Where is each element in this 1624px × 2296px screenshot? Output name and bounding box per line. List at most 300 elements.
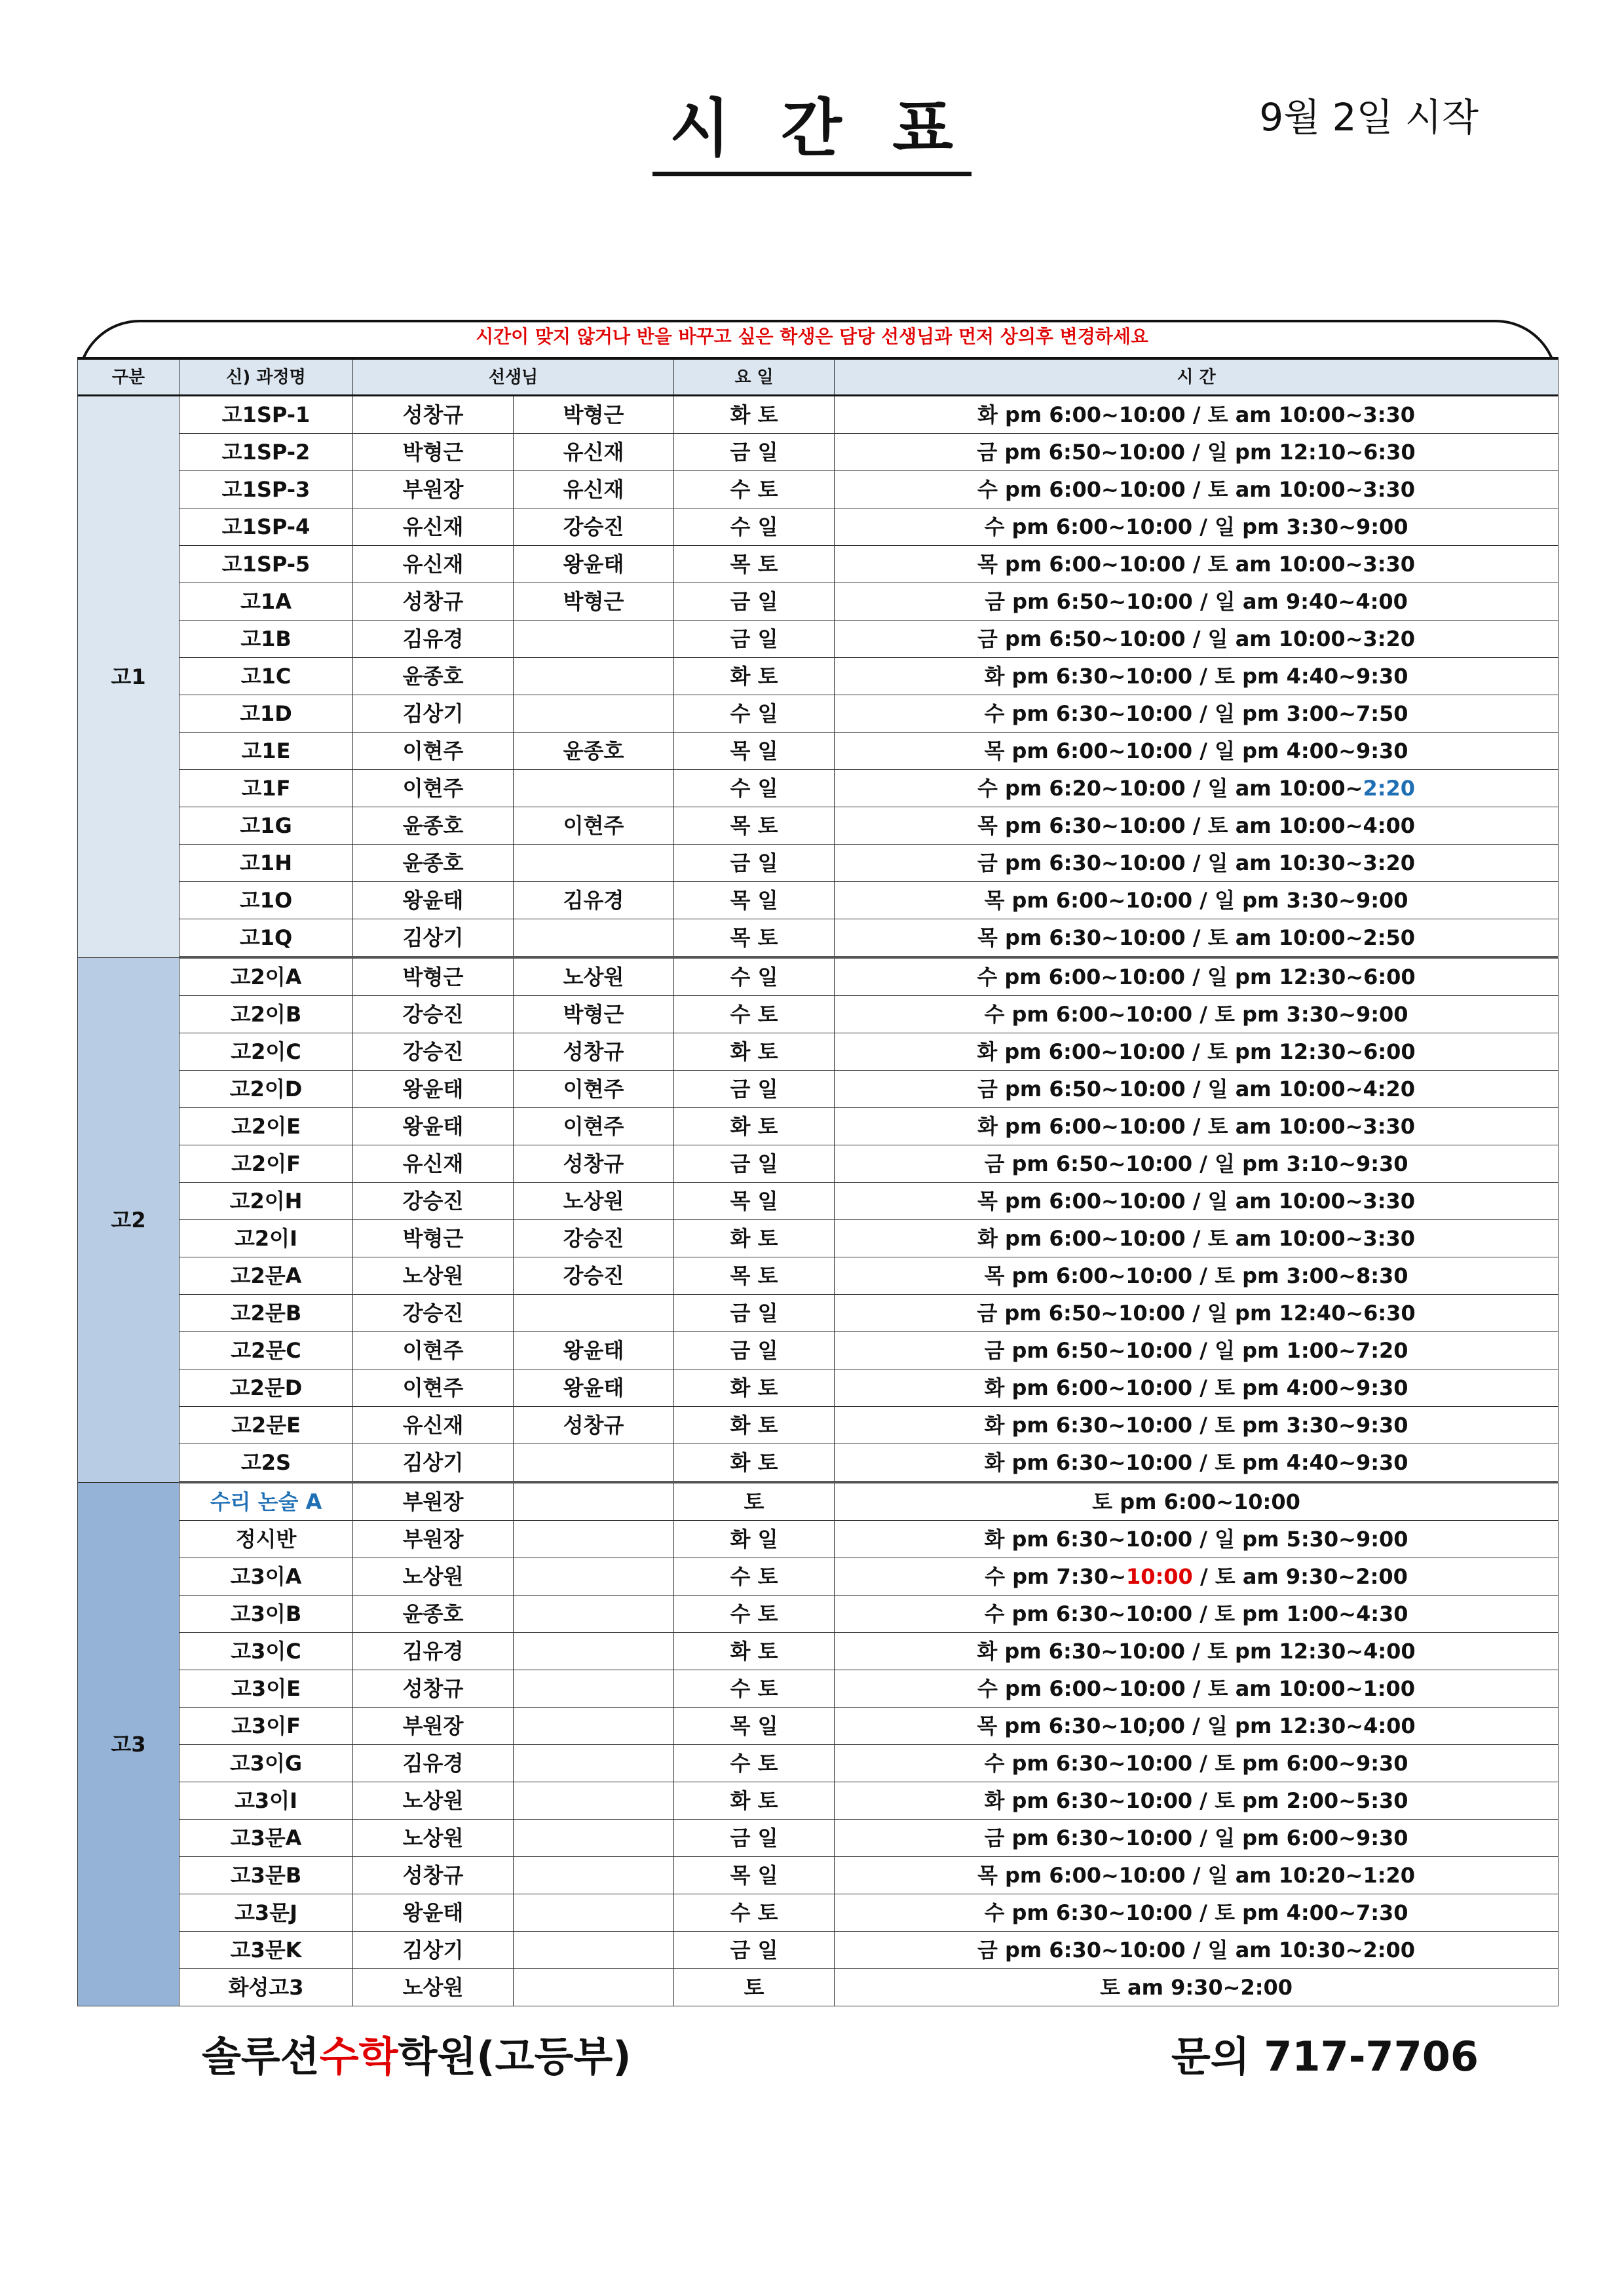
- time-text: 화 pm 6:00~10:00 / 토 pm 4:00~9:30: [984, 1375, 1408, 1400]
- teacher-1-cell: 부원장: [353, 1708, 514, 1745]
- days-cell: 금 일: [674, 845, 835, 882]
- table-row: [78, 845, 1558, 882]
- days-cell: 금 일: [674, 1332, 835, 1369]
- course-cell: 고1SP-4: [179, 508, 353, 546]
- teacher-1-cell: 왕윤태: [353, 882, 514, 919]
- header-days: 요 일: [674, 358, 835, 396]
- teacher-1-cell: 왕윤태: [353, 1071, 514, 1108]
- days-cell: 화 토: [674, 396, 835, 434]
- time-cell: [835, 1782, 1558, 1820]
- time-cell: [835, 396, 1558, 434]
- days-cell: 화 토: [674, 1220, 835, 1257]
- course-cell: 고1G: [179, 807, 353, 845]
- time-cell: [835, 1145, 1558, 1183]
- time-cell: [835, 1670, 1558, 1708]
- time-text: 목 pm 6:30~10;00 / 일 pm 12:30~4:00: [977, 1713, 1416, 1738]
- teacher-2-cell: [514, 1932, 674, 1969]
- course-cell: 고1F: [179, 770, 353, 807]
- course-cell: 고3문J: [179, 1894, 353, 1932]
- teacher-1-cell: 강승진: [353, 1295, 514, 1332]
- time-text: 금 pm 6:30~10:00 / 일 am 10:30~2:00: [977, 1938, 1416, 1962]
- time-cell: [835, 1745, 1558, 1782]
- days-cell: 금 일: [674, 583, 835, 621]
- time-text-rest: / 토 am 9:30~2:00: [1192, 1564, 1408, 1589]
- table-row: [78, 1444, 1558, 1483]
- course-cell: 고2문C: [179, 1332, 353, 1369]
- time-cell: [835, 1633, 1558, 1670]
- time-cell: [835, 845, 1558, 882]
- teacher-1-cell: 김상기: [353, 919, 514, 958]
- teacher-1-cell: 이현주: [353, 1369, 514, 1407]
- time-text: 금 pm 6:50~10:00 / 일 pm 3:10~9:30: [984, 1151, 1408, 1176]
- time-text: 금 pm 6:30~10:00 / 일 am 10:30~3:20: [977, 851, 1416, 875]
- table-row: [78, 1708, 1558, 1745]
- time-cell: [835, 919, 1558, 958]
- teacher-2-cell: 유신재: [514, 434, 674, 471]
- days-cell: 화 토: [674, 1633, 835, 1670]
- days-cell: 목 토: [674, 546, 835, 583]
- time-text: 금 pm 6:50~10:00 / 일 am 10:00~3:20: [977, 626, 1416, 651]
- teacher-2-cell: 왕윤태: [514, 1369, 674, 1407]
- days-cell: 수 토: [674, 1596, 835, 1633]
- time-cell: [835, 1932, 1558, 1969]
- time-cell: [835, 658, 1558, 695]
- teacher-2-cell: [514, 695, 674, 733]
- table-row: [78, 1596, 1558, 1633]
- teacher-1-cell: 왕윤태: [353, 1108, 514, 1145]
- course-cell: 고1Q: [179, 919, 353, 958]
- time-text: 화 pm 6:30~10:00 / 토 pm 2:00~5:30: [984, 1788, 1408, 1813]
- table-row: [78, 807, 1558, 845]
- teacher-2-cell: [514, 1295, 674, 1332]
- course-cell: 고3이G: [179, 1745, 353, 1782]
- time-cell: [835, 1894, 1558, 1932]
- academy-name-highlight: 수학: [319, 2033, 398, 2080]
- teacher-2-cell: [514, 1745, 674, 1782]
- time-text: 수 pm 6:30~10:00 / 토 pm 6:00~9:30: [984, 1751, 1408, 1776]
- table-row: [78, 1857, 1558, 1894]
- course-cell: 고1SP-5: [179, 546, 353, 583]
- table-row: [78, 1633, 1558, 1670]
- time-cell: [835, 1596, 1558, 1633]
- time-text: 화 pm 6:30~10:00 / 토 pm 4:40~9:30: [984, 664, 1408, 689]
- course-cell: 수리 논술 A: [179, 1482, 353, 1521]
- academy-name-post: 학원(고등부): [398, 2033, 632, 2080]
- teacher-1-cell: 윤종호: [353, 845, 514, 882]
- table-row: [78, 1183, 1558, 1220]
- table-row: [78, 996, 1558, 1033]
- course-cell: 고2이C: [179, 1033, 353, 1071]
- time-cell: [835, 1183, 1558, 1220]
- days-cell: 수 토: [674, 1670, 835, 1708]
- course-cell: 고2이B: [179, 996, 353, 1033]
- days-cell: 수 토: [674, 996, 835, 1033]
- days-cell: 화 토: [674, 1782, 835, 1820]
- time-cell: [835, 621, 1558, 658]
- teacher-1-cell: 유신재: [353, 508, 514, 546]
- time-cell: [835, 471, 1558, 508]
- table-row: [78, 396, 1558, 434]
- table-row: [78, 1820, 1558, 1857]
- teacher-2-cell: [514, 1782, 674, 1820]
- days-cell: 목 토: [674, 1257, 835, 1295]
- teacher-1-cell: 성창규: [353, 1857, 514, 1894]
- teacher-1-cell: 유신재: [353, 1407, 514, 1444]
- time-text: 금 pm 6:50~10:00 / 일 am 10:00~4:20: [977, 1077, 1416, 1101]
- table-row: [78, 1369, 1558, 1407]
- table-row: [78, 1145, 1558, 1183]
- time-cell: [835, 996, 1558, 1033]
- time-text: 수 pm 6:00~10:00 / 일 pm 3:30~9:00: [984, 514, 1408, 539]
- teacher-2-cell: [514, 1857, 674, 1894]
- time-text: 화 pm 6:00~10:00 / 토 am 10:00~3:30: [977, 1226, 1416, 1251]
- days-cell: 목 일: [674, 1857, 835, 1894]
- time-text: 수 pm 6:00~10:00 / 일 pm 12:30~6:00: [977, 965, 1416, 989]
- days-cell: 화 토: [674, 1444, 835, 1483]
- days-cell: 금 일: [674, 1071, 835, 1108]
- course-cell: 고1A: [179, 583, 353, 621]
- days-cell: 목 토: [674, 807, 835, 845]
- teacher-2-cell: [514, 1482, 674, 1521]
- header-course: 신) 과정명: [179, 358, 353, 396]
- table-row: [78, 1220, 1558, 1257]
- teacher-2-cell: 이현주: [514, 1071, 674, 1108]
- teacher-2-cell: [514, 1708, 674, 1745]
- teacher-2-cell: 이현주: [514, 807, 674, 845]
- table-row: [78, 1071, 1558, 1108]
- table-row: [78, 1969, 1558, 2006]
- days-cell: 목 일: [674, 733, 835, 770]
- table-row: [78, 1894, 1558, 1932]
- time-text: 수 pm 6:30~10:00 / 토 pm 1:00~4:30: [984, 1601, 1408, 1626]
- time-highlight: 10:00: [1125, 1564, 1193, 1589]
- teacher-1-cell: 김유경: [353, 621, 514, 658]
- table-row: [78, 471, 1558, 508]
- days-cell: 목 토: [674, 919, 835, 958]
- days-cell: 수 일: [674, 957, 835, 996]
- time-text: 목 pm 6:00~10:00 / 일 am 10:00~3:30: [977, 1189, 1416, 1214]
- time-text: 수 pm 6:20~10:00 / 일 am 10:00~: [977, 776, 1363, 801]
- days-cell: 토: [674, 1482, 835, 1521]
- teacher-1-cell: 성창규: [353, 396, 514, 434]
- course-cell: 고1E: [179, 733, 353, 770]
- course-cell: 고1SP-1: [179, 396, 353, 434]
- time-cell: [835, 1220, 1558, 1257]
- teacher-2-cell: [514, 845, 674, 882]
- timetable-body: [78, 396, 1558, 2006]
- teacher-2-cell: 김유경: [514, 882, 674, 919]
- time-cell: [835, 882, 1558, 919]
- days-cell: 목 일: [674, 882, 835, 919]
- course-cell: 고2이H: [179, 1183, 353, 1220]
- teacher-2-cell: 노상원: [514, 1183, 674, 1220]
- days-cell: 화 일: [674, 1521, 835, 1558]
- course-cell: 고3문A: [179, 1820, 353, 1857]
- time-text: 목 pm 6:00~10:00 / 일 am 10:20~1:20: [977, 1863, 1416, 1888]
- table-row: [78, 1033, 1558, 1071]
- table-row: [78, 583, 1558, 621]
- time-text: 토 am 9:30~2:00: [1099, 1975, 1293, 2000]
- teacher-1-cell: 노상원: [353, 1782, 514, 1820]
- time-cell: [835, 1257, 1558, 1295]
- teacher-1-cell: 노상원: [353, 1820, 514, 1857]
- table-row: [78, 733, 1558, 770]
- time-text: 목 pm 6:30~10:00 / 토 am 10:00~4:00: [977, 813, 1416, 838]
- time-cell: [835, 1071, 1558, 1108]
- course-cell: 고2이A: [179, 957, 353, 996]
- table-row: [78, 1745, 1558, 1782]
- grade-label: 고3: [78, 1482, 179, 2006]
- teacher-1-cell: 노상원: [353, 1257, 514, 1295]
- time-cell: [835, 957, 1558, 996]
- table-row: [78, 882, 1558, 919]
- course-cell: 고3이E: [179, 1670, 353, 1708]
- teacher-1-cell: 노상원: [353, 1558, 514, 1596]
- course-cell: 고3이F: [179, 1708, 353, 1745]
- time-cell: [835, 434, 1558, 471]
- teacher-2-cell: 유신재: [514, 471, 674, 508]
- teacher-2-cell: 박형근: [514, 396, 674, 434]
- course-cell: 고3이I: [179, 1782, 353, 1820]
- time-text: 수 pm 6:00~10:00 / 토 pm 3:30~9:00: [984, 1002, 1408, 1027]
- table-row: [78, 1407, 1558, 1444]
- teacher-1-cell: 윤종호: [353, 1596, 514, 1633]
- course-cell: 고3이C: [179, 1633, 353, 1670]
- teacher-1-cell: 부원장: [353, 1521, 514, 1558]
- grade-label: 고1: [78, 396, 179, 958]
- grade-label: 고2: [78, 957, 179, 1482]
- teacher-1-cell: 박형근: [353, 1220, 514, 1257]
- teacher-1-cell: 유신재: [353, 546, 514, 583]
- days-cell: 화 토: [674, 1369, 835, 1407]
- teacher-1-cell: 김상기: [353, 1932, 514, 1969]
- days-cell: 금 일: [674, 1932, 835, 1969]
- time-cell: [835, 1332, 1558, 1369]
- teacher-2-cell: [514, 1444, 674, 1483]
- time-text: 화 pm 6:30~10:00 / 일 pm 5:30~9:00: [984, 1527, 1408, 1552]
- time-text: 목 pm 6:30~10:00 / 토 am 10:00~2:50: [977, 925, 1416, 950]
- time-text: 금 pm 6:50~10:00 / 일 pm 12:10~6:30: [977, 440, 1416, 465]
- teacher-2-cell: [514, 1558, 674, 1596]
- teacher-2-cell: [514, 1521, 674, 1558]
- time-text: 화 pm 6:00~10:00 / 토 am 10:00~3:30: [977, 1114, 1416, 1139]
- time-text: 수 pm 6:00~10:00 / 토 am 10:00~3:30: [977, 477, 1416, 502]
- course-cell: 고1B: [179, 621, 353, 658]
- days-cell: 수 토: [674, 1745, 835, 1782]
- contact-phone: 문의 717-7706: [1171, 2033, 1479, 2080]
- course-cell: 고3이A: [179, 1558, 353, 1596]
- days-cell: 수 토: [674, 471, 835, 508]
- time-cell: [835, 770, 1558, 807]
- teacher-2-cell: 강승진: [514, 1220, 674, 1257]
- time-text: 화 pm 6:00~10:00 / 토 am 10:00~3:30: [977, 402, 1416, 427]
- teacher-2-cell: [514, 1670, 674, 1708]
- teacher-1-cell: 이현주: [353, 733, 514, 770]
- table-row: [78, 1295, 1558, 1332]
- time-text: 수 pm 6:30~10:00 / 토 pm 4:00~7:30: [984, 1900, 1408, 1925]
- teacher-1-cell: 강승진: [353, 996, 514, 1033]
- teacher-1-cell: 부원장: [353, 1482, 514, 1521]
- teacher-2-cell: [514, 1596, 674, 1633]
- course-cell: 고2문A: [179, 1257, 353, 1295]
- time-cell: [835, 1857, 1558, 1894]
- time-cell: [835, 1295, 1558, 1332]
- header-division: 구분: [78, 358, 179, 396]
- time-cell: [835, 1708, 1558, 1745]
- table-row: [78, 1670, 1558, 1708]
- teacher-2-cell: 박형근: [514, 583, 674, 621]
- time-cell: [835, 546, 1558, 583]
- teacher-2-cell: [514, 1894, 674, 1932]
- teacher-1-cell: 윤종호: [353, 658, 514, 695]
- time-text: 목 pm 6:00~10:00 / 일 pm 4:00~9:30: [984, 738, 1408, 763]
- course-cell: 고1D: [179, 695, 353, 733]
- teacher-2-cell: 성창규: [514, 1033, 674, 1071]
- time-cell: [835, 695, 1558, 733]
- header-time: 시 간: [835, 358, 1558, 396]
- header-teacher: 선생님: [353, 358, 674, 396]
- teacher-1-cell: 이현주: [353, 1332, 514, 1369]
- course-cell: 고2이E: [179, 1108, 353, 1145]
- teacher-1-cell: 이현주: [353, 770, 514, 807]
- teacher-2-cell: [514, 1633, 674, 1670]
- time-cell: [835, 1969, 1558, 2006]
- days-cell: 화 토: [674, 1108, 835, 1145]
- course-cell: 고2S: [179, 1444, 353, 1483]
- teacher-2-cell: 성창규: [514, 1407, 674, 1444]
- time-text: 목 pm 6:00~10:00 / 일 pm 3:30~9:00: [984, 888, 1408, 913]
- course-cell: 고1SP-3: [179, 471, 353, 508]
- table-row: [78, 1332, 1558, 1369]
- days-cell: 화 토: [674, 1033, 835, 1071]
- days-cell: 토: [674, 1969, 835, 2006]
- table-row: [78, 957, 1558, 996]
- course-cell: 고3문K: [179, 1932, 353, 1969]
- teacher-1-cell: 김유경: [353, 1633, 514, 1670]
- time-text: 목 pm 6:00~10:00 / 토 am 10:00~3:30: [977, 552, 1416, 577]
- course-cell: 고2이I: [179, 1220, 353, 1257]
- table-row: [78, 1108, 1558, 1145]
- time-cell: [835, 1482, 1558, 1521]
- page-title: 시 간 표: [0, 97, 1624, 160]
- time-cell: [835, 733, 1558, 770]
- days-cell: 목 일: [674, 1708, 835, 1745]
- table-row: [78, 1782, 1558, 1820]
- course-cell: 고3이B: [179, 1596, 353, 1633]
- teacher-2-cell: 왕윤태: [514, 546, 674, 583]
- teacher-1-cell: 부원장: [353, 471, 514, 508]
- teacher-1-cell: 유신재: [353, 1145, 514, 1183]
- course-cell: 고3문B: [179, 1857, 353, 1894]
- time-cell: [835, 1369, 1558, 1407]
- teacher-2-cell: [514, 1969, 674, 2006]
- table-row: [78, 770, 1558, 807]
- time-cell: [835, 1108, 1558, 1145]
- time-text: 목 pm 6:00~10:00 / 토 pm 3:00~8:30: [984, 1263, 1408, 1288]
- teacher-2-cell: [514, 919, 674, 958]
- time-text: 화 pm 6:00~10:00 / 토 pm 12:30~6:00: [977, 1039, 1416, 1064]
- teacher-2-cell: 강승진: [514, 1257, 674, 1295]
- days-cell: 화 토: [674, 1407, 835, 1444]
- teacher-1-cell: 김상기: [353, 1444, 514, 1483]
- time-cell: [835, 1033, 1558, 1071]
- time-cell: [835, 1444, 1558, 1483]
- teacher-1-cell: 박형근: [353, 434, 514, 471]
- time-text: 금 pm 6:50~10:00 / 일 pm 12:40~6:30: [977, 1301, 1416, 1326]
- time-text: 수 pm 6:30~10:00 / 일 pm 3:00~7:50: [984, 701, 1408, 726]
- start-date-note: 9월 2일 시작: [1259, 95, 1479, 140]
- days-cell: 금 일: [674, 621, 835, 658]
- days-cell: 금 일: [674, 1820, 835, 1857]
- academy-name-pre: 솔루션: [202, 2033, 320, 2080]
- teacher-2-cell: 노상원: [514, 957, 674, 996]
- days-cell: 수 토: [674, 1894, 835, 1932]
- teacher-2-cell: 이현주: [514, 1108, 674, 1145]
- days-cell: 목 일: [674, 1183, 835, 1220]
- time-cell: [835, 1521, 1558, 1558]
- teacher-1-cell: 성창규: [353, 1670, 514, 1708]
- teacher-2-cell: 성창규: [514, 1145, 674, 1183]
- days-cell: 수 일: [674, 695, 835, 733]
- time-text: 화 pm 6:30~10:00 / 토 pm 12:30~4:00: [977, 1639, 1416, 1664]
- time-cell: [835, 583, 1558, 621]
- teacher-2-cell: [514, 621, 674, 658]
- course-cell: 고2문D: [179, 1369, 353, 1407]
- teacher-2-cell: [514, 770, 674, 807]
- teacher-1-cell: 성창규: [353, 583, 514, 621]
- time-text: 금 pm 6:30~10:00 / 일 pm 6:00~9:30: [984, 1826, 1408, 1850]
- course-cell: 고2이D: [179, 1071, 353, 1108]
- days-cell: 수 토: [674, 1558, 835, 1596]
- course-cell: 고1O: [179, 882, 353, 919]
- course-cell: 고2문B: [179, 1295, 353, 1332]
- teacher-1-cell: 윤종호: [353, 807, 514, 845]
- table-row: [78, 434, 1558, 471]
- teacher-1-cell: 강승진: [353, 1183, 514, 1220]
- table-row: [78, 1558, 1558, 1596]
- header-row: [78, 358, 1558, 396]
- timetable: [77, 357, 1558, 2006]
- time-text: 화 pm 6:30~10:00 / 토 pm 4:40~9:30: [984, 1450, 1408, 1475]
- teacher-1-cell: 노상원: [353, 1969, 514, 2006]
- notice-text: 시간이 맞지 않거나 반을 바꾸고 싶은 학생은 담당 선생님과 먼저 상의후 변경하세요: [476, 326, 1148, 347]
- course-cell: 정시반: [179, 1521, 353, 1558]
- table-row: [78, 695, 1558, 733]
- table-row: [78, 546, 1558, 583]
- course-cell: 고1SP-2: [179, 434, 353, 471]
- time-text: 수 pm 7:30~: [985, 1564, 1126, 1589]
- time-cell: [835, 1820, 1558, 1857]
- teacher-2-cell: [514, 658, 674, 695]
- time-cell: [835, 807, 1558, 845]
- time-text: 금 pm 6:50~10:00 / 일 pm 1:00~7:20: [984, 1338, 1408, 1363]
- days-cell: 수 일: [674, 770, 835, 807]
- table-row: [78, 621, 1558, 658]
- days-cell: 화 토: [674, 658, 835, 695]
- teacher-1-cell: 강승진: [353, 1033, 514, 1071]
- teacher-2-cell: 박형근: [514, 996, 674, 1033]
- course-cell: 고2이F: [179, 1145, 353, 1183]
- teacher-2-cell: 강승진: [514, 508, 674, 546]
- course-cell: 고2문E: [179, 1407, 353, 1444]
- teacher-1-cell: 김상기: [353, 695, 514, 733]
- days-cell: 금 일: [674, 434, 835, 471]
- time-text: 수 pm 6:00~10:00 / 토 am 10:00~1:00: [977, 1676, 1416, 1701]
- table-row: [78, 1521, 1558, 1558]
- course-cell: 고1C: [179, 658, 353, 695]
- table-row: [78, 1482, 1558, 1521]
- academy-name: [202, 2033, 632, 2080]
